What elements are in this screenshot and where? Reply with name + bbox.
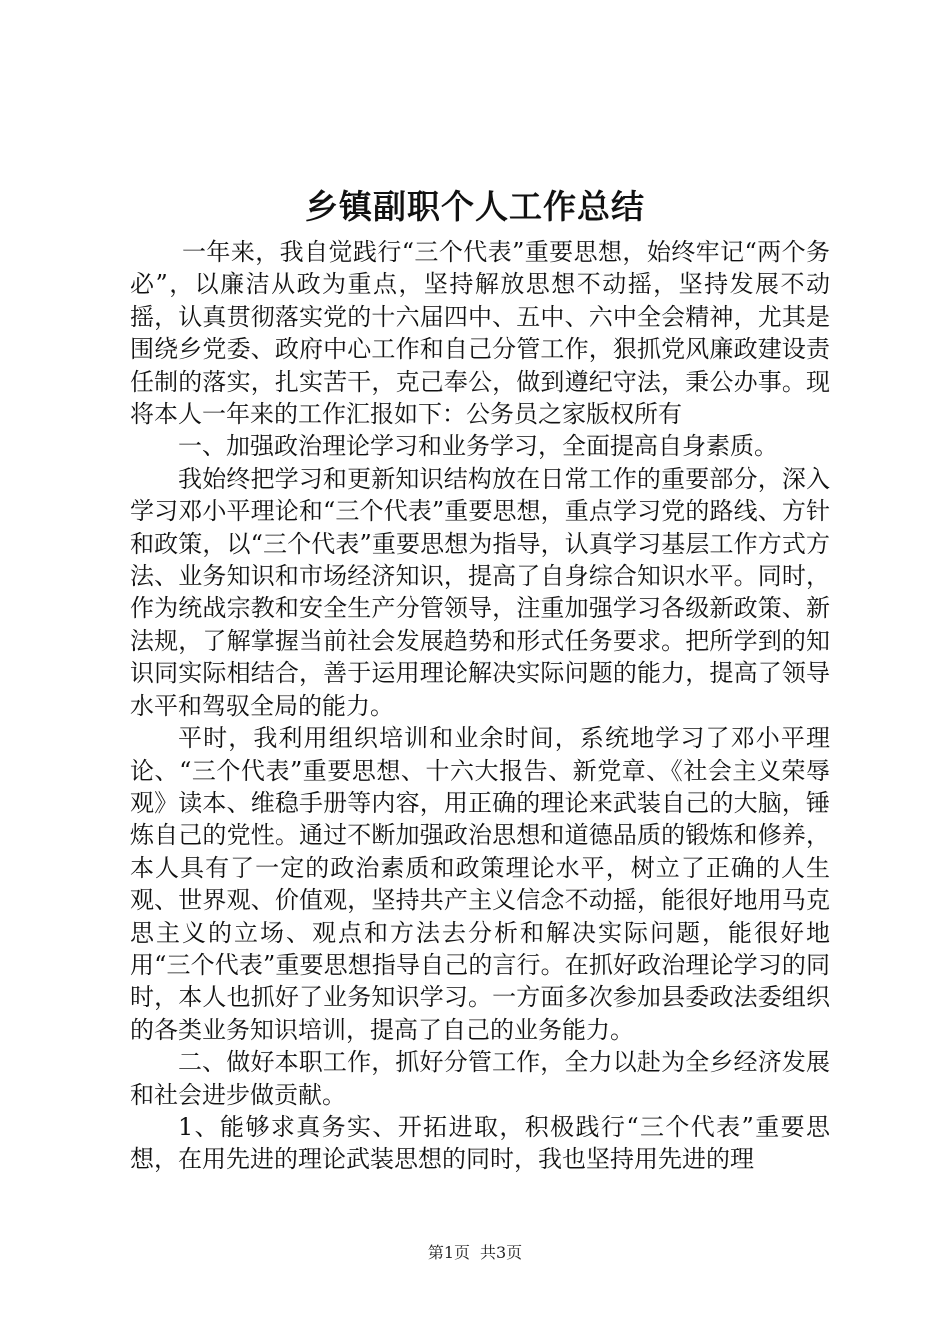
body-paragraph: 1、能够求真务实、开拓进取，积极践行“三个代表”重要思想，在用先进的理论武装思想的同时，我也坚持用先进的理: [130, 1112, 830, 1174]
page-total: 共3页: [480, 1243, 523, 1262]
page-number: 第1页: [427, 1243, 470, 1262]
document-body: [130, 236, 830, 1176]
page-footer: [0, 1241, 950, 1265]
document-title: 乡镇副职个人工作总结: [305, 187, 645, 226]
intro-paragraph: 一年来，我自觉践行“三个代表”重要思想，始终牢记“两个务必”，以廉洁从政为重点，坚持解放思想不动摇，坚持发展不动摇，认真贯彻落实党的十六届四中、五中、六中全会精神，尤其是围绕乡党委、政府中心工作和自己分管工作，狠抓党风廉政建设责任制的落实，扎实苦干，克己奉公，做到遵纪守法，秉公办事。现将本人一年来的工作汇报如下：公务员之家版权所有: [130, 238, 830, 429]
section-heading-2: 二、做好本职工作，抓好分管工作，全力以赴为全乡经济发展和社会进步做贡献。: [130, 1048, 830, 1109]
body-paragraph: 我始终把学习和更新知识结构放在日常工作的重要部分，深入学习邓小平理论和“三个代表”重要思想，重点学习党的路线、方针和政策，以“三个代表”重要思想为指导，认真学习基层工作方式方法、业务知识和市场经济知识，提高了自身综合知识水平。同时，作为统战宗教和安全生产分管领导，注重加强学习各级新政策、新法规，了解掌握当前社会发展趋势和形式任务要求。把所学到的知识同实际相结合，善于运用理论解决实际问题的能力，提高了领导水平和驾驭全局的能力。: [130, 464, 830, 720]
section-heading-1: 一、加强政治理论学习和业务学习，全面提高自身素质。: [178, 432, 778, 461]
body-paragraph: 平时，我利用组织培训和业余时间，系统地学习了邓小平理论、“三个代表”重要思想、十六大报告、新党章、《社会主义荣辱观》读本、维稳手册等内容，用正确的理论来武装自己的大脑，锤炼自己的党性。通过不断加强政治思想和道德品质的锻炼和修养，本人具有了一定的政治素质和政策理论水平，树立了正确的人生观、世界观、价值观，坚持共产主义信念不动摇，能很好地用马克思主义的立场、观点和方法去分析和解决实际问题，能很好地用“三个代表”重要思想指导自己的言行。在抓好政治理论学习的同时，本人也抓好了业务知识学习。一方面多次参加县委政法委组织的各类业务知识培训，提高了自己的业务能力。: [130, 724, 830, 1044]
